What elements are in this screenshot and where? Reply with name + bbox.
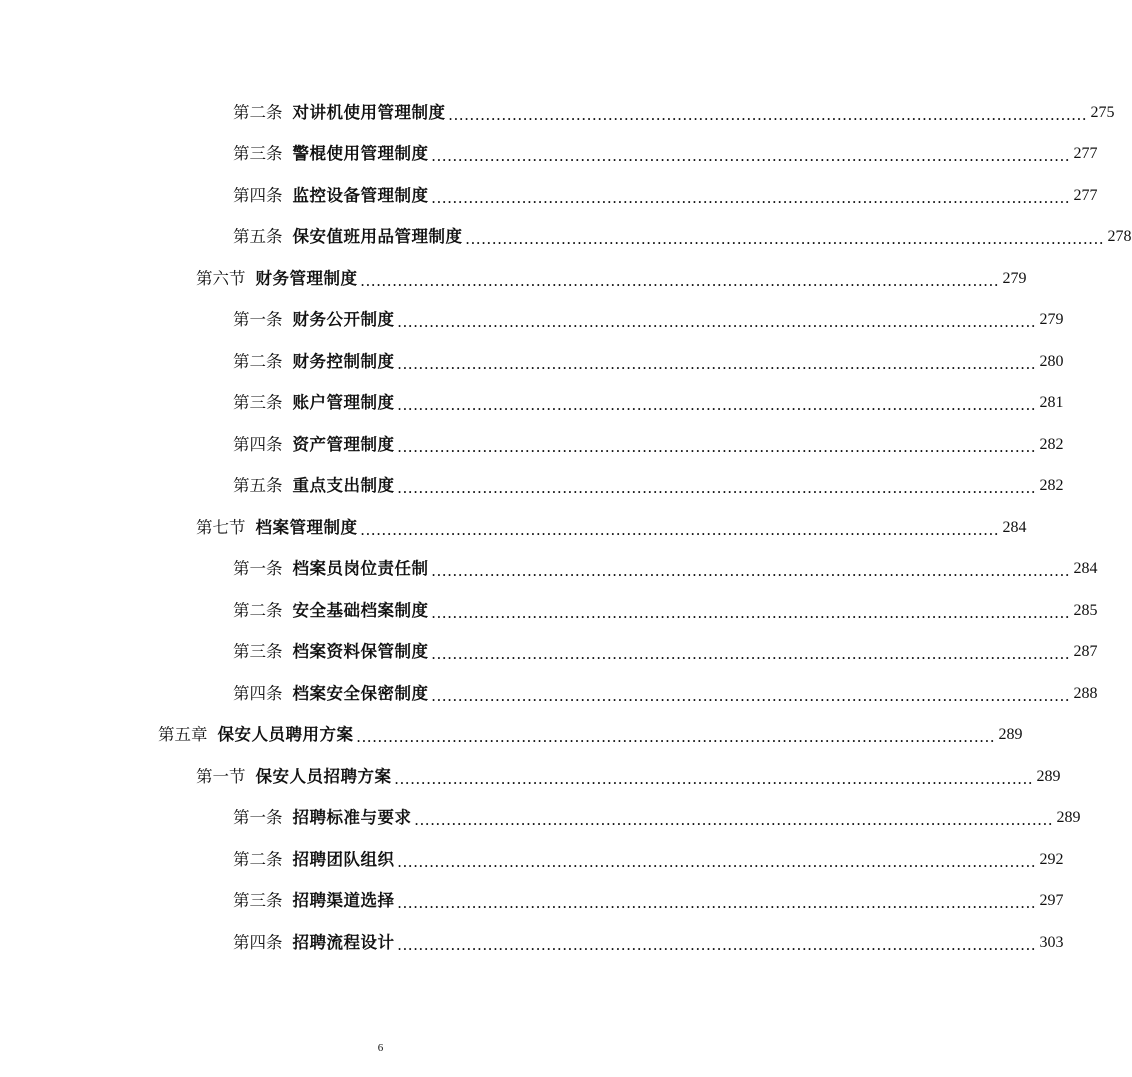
toc-entry-page: 280 <box>1039 352 1064 370</box>
dot-leader: ........................................................................................................................ <box>397 478 1037 497</box>
dot-leader: ........................................................................................................................ <box>360 519 1000 539</box>
toc-entry-page: 287 <box>1073 643 1098 661</box>
toc-entry-page: 288 <box>1073 684 1098 702</box>
toc-entry[interactable] <box>0 549 1098 591</box>
toc-entry-title: 重点支出制度 <box>292 476 395 495</box>
toc-entry-title: 账户管理制度 <box>292 393 395 412</box>
dot-leader: ........................................................................................................................ <box>397 353 1037 373</box>
dot-leader: ........................................................................................................................ <box>397 851 1037 871</box>
toc-entry-title: 财务公开制度 <box>292 310 395 329</box>
toc-entry-page: 282 <box>1039 435 1064 453</box>
toc-entry-title: 保安人员招聘方案 <box>255 766 392 786</box>
toc-entry-number: 第七节 <box>196 517 246 537</box>
toc-entry[interactable] <box>0 839 1064 881</box>
toc-list <box>0 92 1132 964</box>
toc-entry-title: 安全基础档案制度 <box>292 600 429 620</box>
toc-entry[interactable] <box>0 673 1098 715</box>
toc-entry-page: 285 <box>1073 601 1098 619</box>
toc-entry-page: 282 <box>1039 477 1064 495</box>
toc-entry-page: 289 <box>1056 809 1081 827</box>
toc-entry-number: 第五条 <box>233 476 283 495</box>
toc-entry-page: 275 <box>1090 103 1115 121</box>
toc-entry[interactable] <box>0 134 1098 176</box>
toc-entry-page: 277 <box>1073 186 1098 204</box>
toc-entry-number: 第二条 <box>233 102 283 122</box>
toc-entry-number: 第一条 <box>233 808 283 827</box>
toc-entry[interactable] <box>0 341 1064 383</box>
toc-entry[interactable] <box>0 92 1115 134</box>
toc-entry[interactable] <box>0 300 1064 342</box>
dot-leader: ........................................................................................................................ <box>431 561 1071 580</box>
toc-entry-number: 第四条 <box>233 932 283 952</box>
toc-entry-page: 281 <box>1039 394 1064 412</box>
toc-entry-page: 279 <box>1039 311 1064 329</box>
toc-entry-number: 第三条 <box>233 144 283 163</box>
dot-leader: ........................................................................................................................ <box>431 187 1071 207</box>
toc-entry-number: 第二条 <box>233 600 283 620</box>
toc-entry[interactable] <box>0 715 1023 757</box>
toc-entry-title: 档案资料保管制度 <box>292 642 429 661</box>
toc-entry-page: 284 <box>1073 560 1098 578</box>
toc-entry[interactable] <box>0 922 1064 964</box>
toc-entry[interactable] <box>0 258 1027 300</box>
toc-entry-number: 第三条 <box>233 891 283 910</box>
toc-entry-number: 第一节 <box>196 766 246 786</box>
toc-entry[interactable] <box>0 756 1061 798</box>
dot-leader: ........................................................................................................................ <box>397 312 1037 331</box>
toc-entry-title: 招聘流程设计 <box>292 932 395 952</box>
toc-entry-number: 第四条 <box>233 185 283 205</box>
toc-entry[interactable] <box>0 798 1081 840</box>
toc-entry-title: 保安人员聘用方案 <box>217 725 354 744</box>
dot-leader: ........................................................................................................................ <box>394 768 1034 788</box>
toc-entry-number: 第一条 <box>233 310 283 329</box>
toc-entry-page: 292 <box>1039 850 1064 868</box>
toc-entry-number: 第三条 <box>233 642 283 661</box>
toc-entry[interactable] <box>0 383 1064 425</box>
toc-entry-title: 监控设备管理制度 <box>292 185 429 205</box>
toc-entry[interactable] <box>0 424 1064 466</box>
toc-entry-page: 278 <box>1107 228 1132 246</box>
toc-entry-title: 警棍使用管理制度 <box>292 144 429 163</box>
toc-entry-number: 第一条 <box>233 559 283 578</box>
toc-entry[interactable] <box>0 217 1132 259</box>
toc-entry-page: 284 <box>1002 518 1027 536</box>
toc-entry[interactable] <box>0 466 1064 508</box>
toc-entry[interactable] <box>0 881 1064 923</box>
dot-leader: ........................................................................................................................ <box>448 104 1088 124</box>
toc-entry-title: 招聘渠道选择 <box>292 891 395 910</box>
dot-leader: ........................................................................................................................ <box>465 229 1105 248</box>
toc-entry-title: 资产管理制度 <box>292 434 395 454</box>
toc-entry-title: 财务控制制度 <box>292 351 395 371</box>
dot-leader: ........................................................................................................................ <box>397 395 1037 414</box>
toc-entry[interactable] <box>0 507 1027 549</box>
toc-entry[interactable] <box>0 590 1098 632</box>
toc-entry[interactable] <box>0 632 1098 674</box>
dot-leader: ........................................................................................................................ <box>431 146 1071 165</box>
dot-leader: ........................................................................................................................ <box>360 270 1000 290</box>
dot-leader: ........................................................................................................................ <box>397 893 1037 912</box>
toc-entry-title: 档案安全保密制度 <box>292 683 429 703</box>
toc-entry-number: 第二条 <box>233 351 283 371</box>
toc-entry-title: 财务管理制度 <box>255 268 358 288</box>
toc-entry-title: 招聘标准与要求 <box>292 808 412 827</box>
dot-leader: ........................................................................................................................ <box>431 685 1071 705</box>
toc-entry-number: 第二条 <box>233 849 283 869</box>
toc-entry-number: 第四条 <box>233 434 283 454</box>
toc-entry-page: 277 <box>1073 145 1098 163</box>
table-of-contents <box>0 92 1132 964</box>
dot-leader: ........................................................................................................................ <box>397 436 1037 456</box>
toc-entry-page: 279 <box>1002 269 1027 287</box>
toc-entry-number: 第五条 <box>233 227 283 246</box>
toc-entry[interactable] <box>0 175 1098 217</box>
toc-entry-title: 档案员岗位责任制 <box>292 559 429 578</box>
toc-entry-title: 保安值班用品管理制度 <box>292 227 463 246</box>
toc-entry-number: 第三条 <box>233 393 283 412</box>
toc-entry-number: 第五章 <box>158 725 208 744</box>
toc-entry-page: 289 <box>998 726 1023 744</box>
dot-leader: ........................................................................................................................ <box>397 934 1037 954</box>
toc-entry-page: 297 <box>1039 892 1064 910</box>
dot-leader: ........................................................................................................................ <box>356 727 996 746</box>
page-number: 6 <box>377 1042 384 1054</box>
toc-entry-page: 303 <box>1039 933 1064 951</box>
toc-entry-title: 招聘团队组织 <box>292 849 395 869</box>
toc-entry-title: 对讲机使用管理制度 <box>292 102 446 122</box>
toc-entry-page: 289 <box>1036 767 1061 785</box>
toc-entry-number: 第六节 <box>196 268 246 288</box>
dot-leader: ........................................................................................................................ <box>414 810 1054 829</box>
toc-entry-title: 档案管理制度 <box>255 517 358 537</box>
dot-leader: ........................................................................................................................ <box>431 602 1071 622</box>
toc-entry-number: 第四条 <box>233 683 283 703</box>
dot-leader: ........................................................................................................................ <box>431 644 1071 663</box>
